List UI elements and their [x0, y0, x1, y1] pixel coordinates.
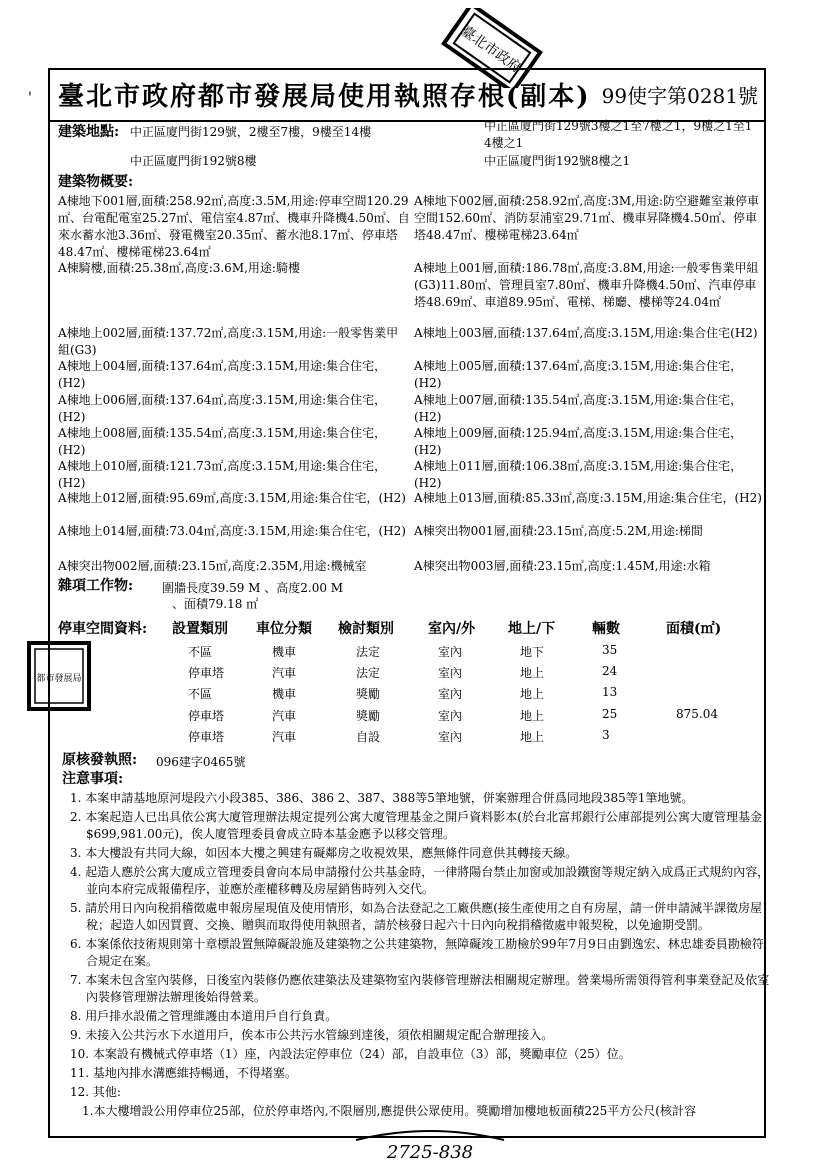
note-item: 10. 本案設有機械式停車塔（1）座，內設法定停車位（24）部，自設車位（3）部，獎勵車位（25）位。	[70, 1047, 631, 1061]
overview-left-2: A棟地上002層,面積:137.72㎡,高度:3.15M,用途:一般零售業甲組(G3)	[58, 326, 399, 357]
site-address-3: 中正區廈門街129號3樓之1至7樓之1，9樓之1至1	[484, 119, 753, 133]
overview-right-0: A棟地下002層,面積:258.92㎡,高度:3M,用途:防空避難室兼停車空間152.60㎡、消防泵浦室29.71㎡、機車昇降機4.50㎡、停車塔48.47㎡、樓梯電梯23.64㎡	[414, 194, 760, 242]
parking-col-level: 地上/下	[508, 621, 556, 637]
margin-mark: '	[28, 90, 32, 106]
parking-col-area: 面積(㎡)	[666, 621, 722, 637]
note-item: 11. 基地內排水溝應維持暢通，不得堵塞。	[70, 1066, 297, 1080]
misc-line-1: 圍牆長度39.59 M 、高度2.00 M	[162, 581, 344, 595]
note-item: 9. 未接入公共污水下水道用戶，俟本市公共污水管線到達後，須依相關規定配合辦理接入。	[70, 1028, 554, 1042]
permit-number: 99使字第0281號	[601, 84, 758, 108]
parking-row: 停車塔 汽車 獎勵 室內 地上 25 875.04	[188, 707, 718, 723]
overview-left-3: A棟地上004層,面積:137.64㎡,高度:3.15M,用途:集合住宅，(H2)	[58, 359, 387, 390]
notes-list	[70, 790, 770, 1122]
overview-right-7: A棟地上013層,面積:85.33㎡,高度:3.15M,用途:集合住宅，(H2)	[414, 491, 762, 505]
site-address-2: 中正區廈門街192號8樓	[130, 154, 257, 168]
overview-right-2: A棟地上003層,面積:137.64㎡,高度:3.15M,用途:集合住宅(H2)	[414, 326, 758, 340]
overview-left-7: A棟地上012層,面積:95.69㎡,高度:3.15M,用途:集合住宅，(H2)	[58, 491, 406, 505]
parking-row: 不區 機車 獎勵 室內 地上 13	[188, 685, 618, 701]
parking-row: 停車塔 汽車 自設 室內 地上 3	[188, 728, 610, 744]
parking-label: 停車空間資料:	[58, 621, 148, 637]
overview-right-4: A棟地上007層,面積:135.54㎡,高度:3.15M,用途:集合住宅，(H2)	[414, 393, 743, 424]
seal-side-text: 都市發展局	[36, 674, 82, 684]
notes-label: 注意事項:	[62, 771, 124, 787]
seal-stamp-side	[26, 640, 92, 712]
parking-col-type: 設置類別	[172, 621, 228, 637]
overview-left-8: A棟地上014層,面積:73.04㎡,高度:3.15M,用途:集合住宅，(H2)	[58, 524, 406, 538]
overview-right-3: A棟地上005層,面積:137.64㎡,高度:3.15M,用途:集合住宅，(H2)	[414, 359, 743, 390]
note-item: 12. 其他:	[70, 1085, 121, 1099]
title-row	[50, 70, 764, 122]
parking-col-count: 輛數	[592, 621, 620, 637]
overview-left-1: A棟騎樓,面積:25.38㎡,高度:3.6M,用途:騎樓	[58, 261, 300, 275]
site-address-4: 4樓之1	[484, 136, 524, 150]
site-address-5: 中正區廈門街192號8樓之1	[484, 154, 631, 168]
seal-bottom-text: 2725-838	[386, 1142, 474, 1163]
overview-right-6: A棟地上011層,面積:106.38㎡,高度:3.15M,用途:集合住宅，(H2)	[414, 459, 743, 490]
overview-left-9: A棟突出物002層,面積:23.15㎡,高度:2.35M,用途:機械室	[58, 559, 367, 573]
seal-stamp-bottom	[350, 1128, 510, 1168]
overview-right-8: A棟突出物001層,面積:23.15㎡,高度:5.2M,用途:梯間	[414, 524, 703, 538]
misc-line-2: 、面積79.18 ㎡	[172, 597, 259, 611]
note-item: 1.本大樓增設公用停車位25部，位於停車塔內,不限層別,應提供公眾使用。獎勵增加樓地板面積225平方公尺(核計容	[82, 1104, 696, 1118]
overview-left-5: A棟地上008層,面積:135.54㎡,高度:3.15M,用途:集合住宅，(H2)	[58, 426, 387, 457]
parking-header	[0, 618, 825, 640]
parking-col-inout: 室內/外	[428, 621, 476, 637]
note-item: 3. 本大樓設有共同大線，如因本大樓之興建有礙鄰房之收視效果，應無條件同意供其轉接天線。	[70, 846, 578, 860]
seal-top-text: 臺北市政府	[457, 23, 525, 77]
original-permit-label: 原核發執照:	[62, 752, 138, 768]
site-address-1: 中正區廈門街129號，2樓至7樓，9樓至14樓	[130, 125, 372, 139]
overview-right-5: A棟地上009層,面積:125.94㎡,高度:3.15M,用途:集合住宅，(H2)	[414, 426, 743, 457]
overview-right-1: A棟地上001層,面積:186.78㎡,高度:3.8M,用途:一般零售業甲組(G3)11.80㎡、管理員室7.80㎡、機車升降機4.50㎡、汽車停車塔48.69㎡、車道89.95㎡、電梯、梯廳、樓梯等24.04㎡	[414, 261, 759, 309]
note-item: 4. 起造人應於公寓大廈成立管理委員會向本局申請撥付公共基金時，一律將陽台禁止加窗或加設鐵窗等規定納入成爲正式規約內容，並向本府完成報備程序，並應於產權移轉及房屋銷售時列入交代。	[70, 865, 770, 896]
original-permit-value: 096建字0465號	[156, 755, 246, 769]
overview-right-9: A棟突出物003層,面積:23.15㎡,高度:1.45M,用途:水箱	[414, 559, 711, 573]
note-item: 5. 請於用日內向稅捐稽徵處申報房屋現值及使用情形，如為合法登記之工廠供應(接生產使用之自有房屋，請一併申請減半課徵房屋稅；起造人如因買賣、交換、贈與而取得使用執照者，請於核發日起六十日內向稅捐稽徵處申報契稅，以免逾期受罰。	[70, 901, 762, 932]
overview-left-6: A棟地上010層,面積:121.73㎡,高度:3.15M,用途:集合住宅，(H2)	[58, 459, 387, 490]
parking-col-class: 車位分類	[256, 621, 312, 637]
parking-row: 停車塔 汽車 法定 室內 地上 24	[188, 664, 618, 680]
note-item: 2. 本案起造人已出具依公寓大廈管理辦法規定提列公寓大廈管理基金之開戶資料影本(於台北富邦銀行公庫部提列公寓大廈管理基金$699,981.00元)，俟人廈管理委員會成立時本基金應予以移交管理。	[70, 810, 762, 841]
note-item: 6. 本案係依技術規則第十章標設置無障礙設施及建築物之公共建築物，無障礙竣工勘檢於99年7月9日由劉逸宏、林忠雄委員勘檢符合規定在案。	[70, 937, 764, 968]
parking-col-review: 檢討類別	[338, 621, 394, 637]
note-item: 1. 本案申請基地原河堤段六小段385、386、386 2、387、388等5筆地號，併案辦理合併爲同地段385等1筆地號。	[70, 791, 694, 805]
overview-left-4: A棟地上006層,面積:137.64㎡,高度:3.15M,用途:集合住宅，(H2)	[58, 393, 387, 424]
document-title: 臺北市政府都市發展局使用執照存根(副本)	[58, 82, 591, 112]
overview-left-0: A棟地下001層,面積:258.92㎡,高度:3.5M,用途:停車空間120.29㎡、台電配電室25.27㎡、電信室4.87㎡、機車升降機4.50㎡、自來水蓄水池3.36㎡、發電機室20.35㎡、蓄水池8.17㎡、停車塔48.47㎡、樓梯電梯23.64㎡	[58, 194, 410, 259]
site-label: 建築地點:	[58, 124, 120, 140]
note-item: 8. 用戶排水設備之管理維護由本道用戶自行負責。	[70, 1009, 338, 1023]
parking-row: 不區 機車 法定 室內 地下 35	[188, 643, 618, 659]
misc-label: 雜項工作物:	[58, 578, 134, 594]
note-item: 7. 本案未包含室內裝修，日後室內裝修仍應依建築法及建築物室內裝修管理辦法相關規定辦理。營業場所需領得管利事業登記及依室內裝修管理辦法辦理後始得營業。	[70, 973, 770, 1004]
overview-label: 建築物概要:	[58, 174, 134, 190]
